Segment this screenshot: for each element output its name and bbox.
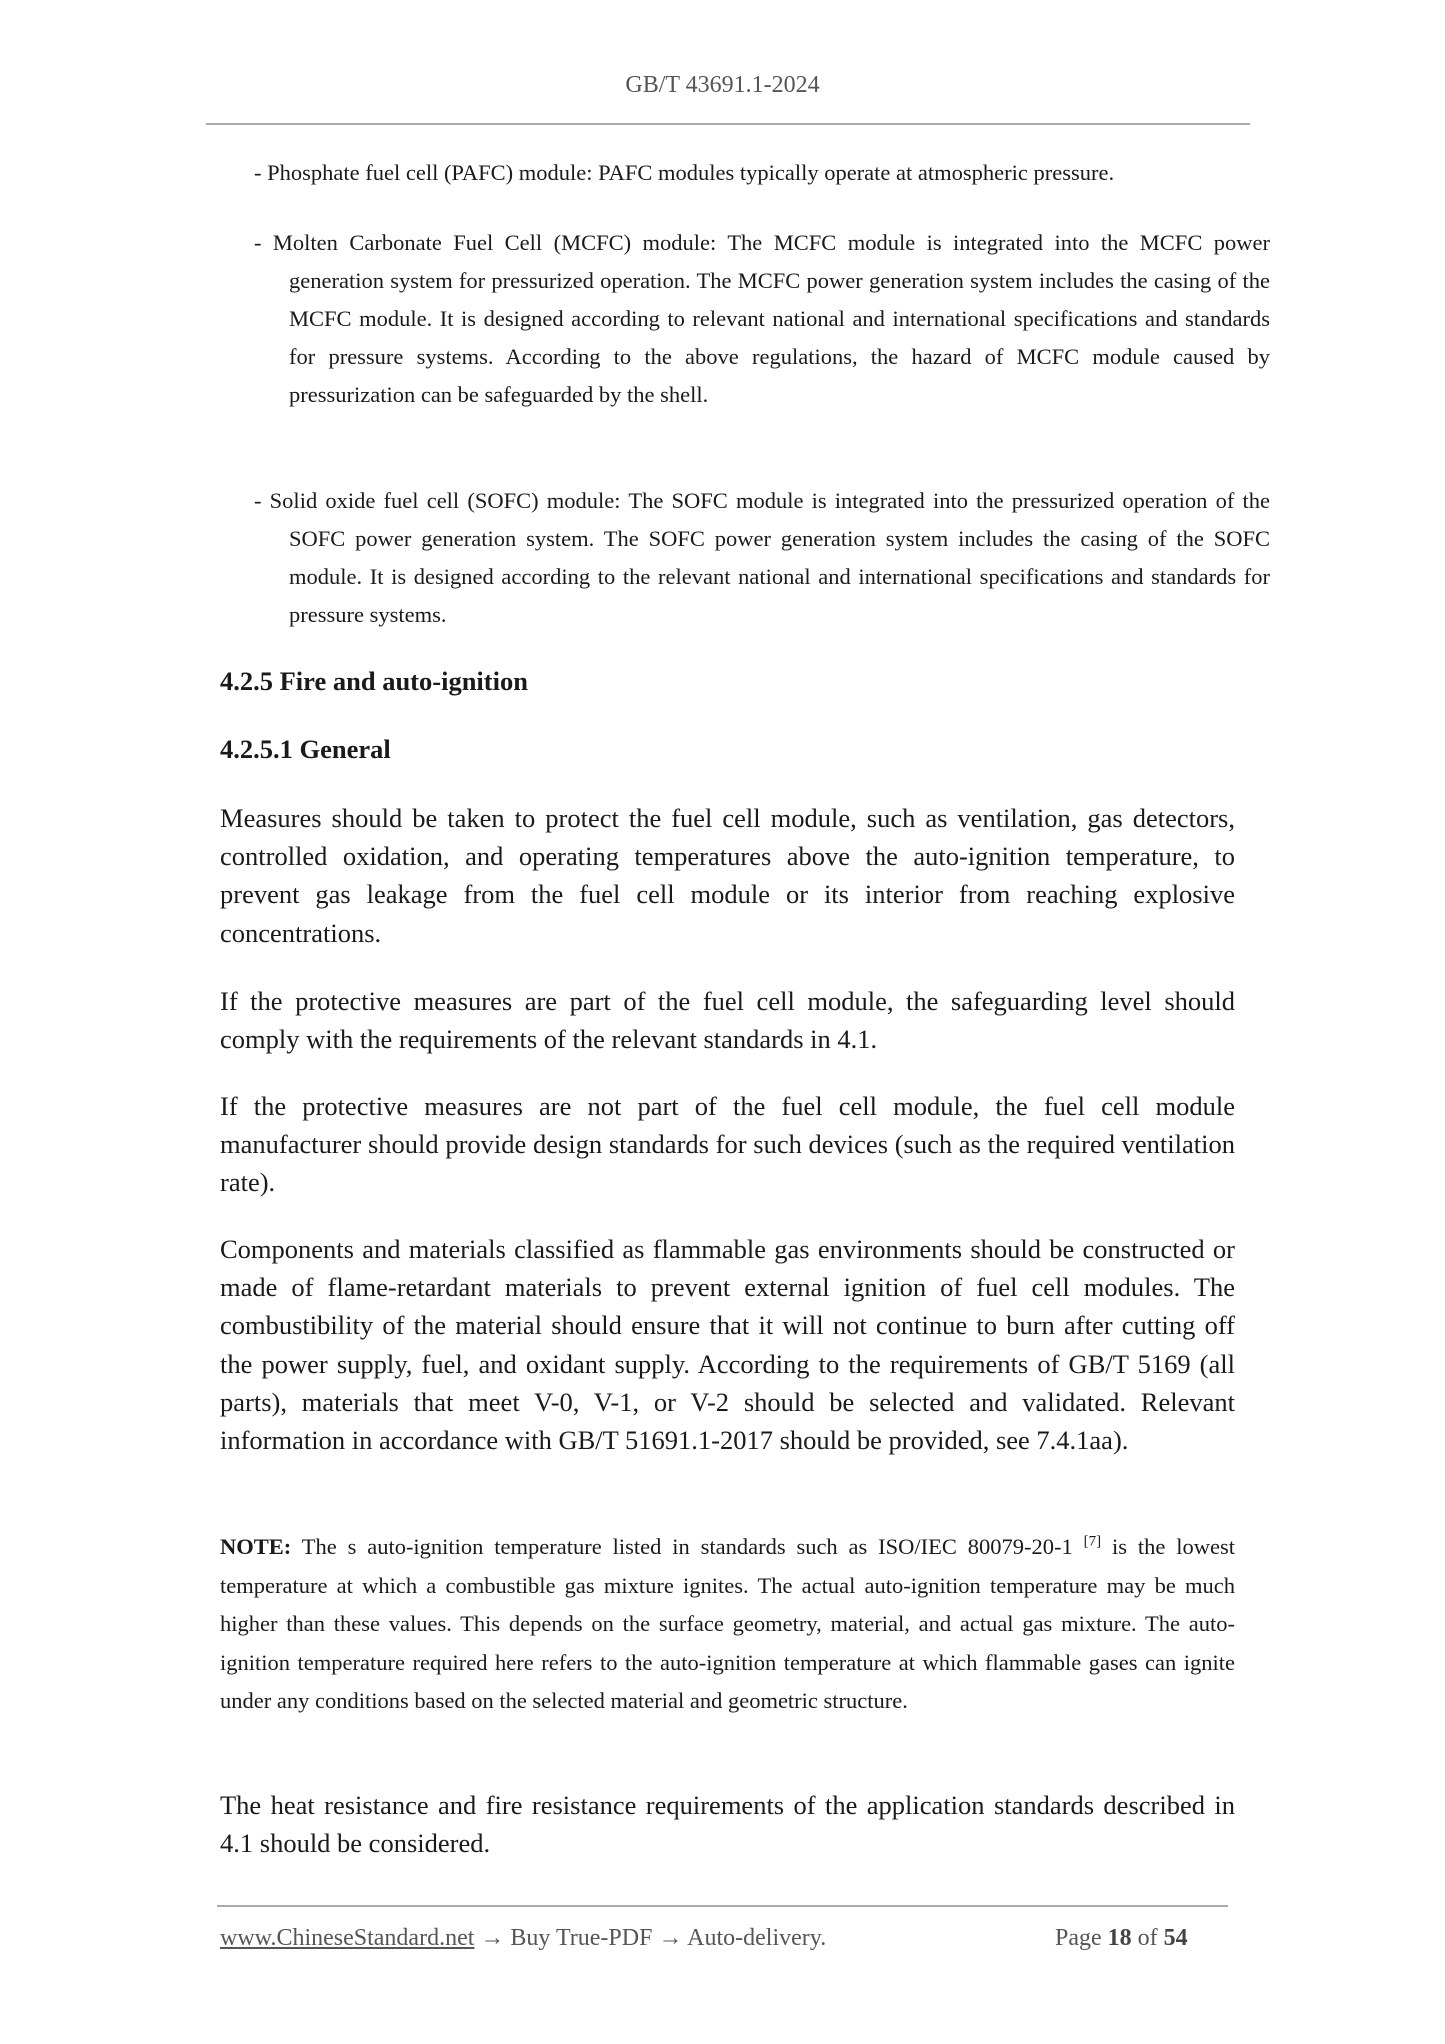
total-pages: 54 [1163,1925,1188,1951]
page-number [1055,1925,1188,1952]
bullet-pafc: - Phosphate fuel cell (PAFC) module: PAFC modules typically operate at atmospheric pressure. [254,160,1115,185]
website-link[interactable]: www.ChineseStandard.net [220,1925,475,1951]
arrow-icon: → [652,1925,688,1951]
arrow-icon: → [474,1925,511,1951]
note-label: NOTE: [220,1534,292,1559]
note-block [220,1528,1235,1721]
delivery-text: Auto-delivery. [687,1925,827,1951]
section-heading-4-2-5: 4.2.5 Fire and auto-ignition [220,666,528,696]
note-text-1: The s auto-ignition temperature listed in standards such as ISO/IEC 80079-20-1 [291,1534,1084,1559]
paragraph-heat-resistance: The heat resistance and fire resistance requirements of the application standards described in 4.1 should be considered. [220,1790,1235,1859]
page-label: Page [1055,1925,1102,1951]
header-divider [206,123,1250,125]
section-heading-4-2-5-1: 4.2.5.1 General [220,734,391,764]
paragraph-measures: Measures should be taken to protect the fuel cell module, such as ventilation, gas detectors, controlled oxidation, and operating temperatures above the auto-ignition temperature, to prevent gas leakage from the fuel cell module or its interior from reaching explosive concentrations. [220,803,1235,948]
paragraph-components-materials: Components and materials classified as flammable gas environments should be constructed or made of flame-retardant materials to prevent external ignition of fuel cell modules. The combustibility of the material should ensure that it will not continue to burn after cutting off the power supply, fuel, and oxidant supply. According to the requirements of GB/T 5169 (all parts), materials that meet V-0, V-1, or V-2 should be selected and validated. Relevant information in accordance with GB/T 51691.1-2017 should be provided, see 7.4.1aa). [220,1234,1235,1456]
paragraph-protective-part: If the protective measures are part of the fuel cell module, the safeguarding level should comply with the requirements of the relevant standards in 4.1. [220,986,1235,1055]
reference-7[interactable]: [7] [1083,1533,1102,1550]
current-page: 18 [1107,1925,1132,1951]
footer-promo [220,1925,826,1952]
document-id-header: GB/T 43691.1-2024 [625,72,820,98]
footer-divider [217,1905,1228,1907]
bullet-sofc: - Solid oxide fuel cell (SOFC) module: The SOFC module is integrated into the pressurized operation of the SOFC power generation system. The SOFC power generation system includes the casing of the SOFC module. It is designed according to the relevant national and international specifications and standards for pressure systems. [254,488,1270,627]
of-label: of [1137,1925,1158,1951]
paragraph-protective-not-part: If the protective measures are not part of the fuel cell module, the fuel cell module manufacturer should provide design standards for such devices (such as the required ventilation rate). [220,1091,1235,1198]
bullet-mcfc: - Molten Carbonate Fuel Cell (MCFC) module: The MCFC module is integrated into the MCFC power generation system for pressurized operation. The MCFC power generation system includes the casing of the MCFC module. It is designed according to relevant national and international specifications and standards for pressure systems. According to the above regulations, the hazard of MCFC module caused by pressurization can be safeguarded by the shell. [254,230,1270,407]
buy-text: Buy True-PDF [510,1925,653,1951]
note-text-2: is the lowest temperature at which a combustible gas mixture ignites. The actual auto-ignition temperature may be much higher than these values. This depends on the surface geometry, material, and actual gas mixture. The auto-ignition temperature required here refers to the auto-ignition temperature at which flammable gases can ignite under any conditions based on the selected material and geometric structure. [220,1534,1235,1714]
